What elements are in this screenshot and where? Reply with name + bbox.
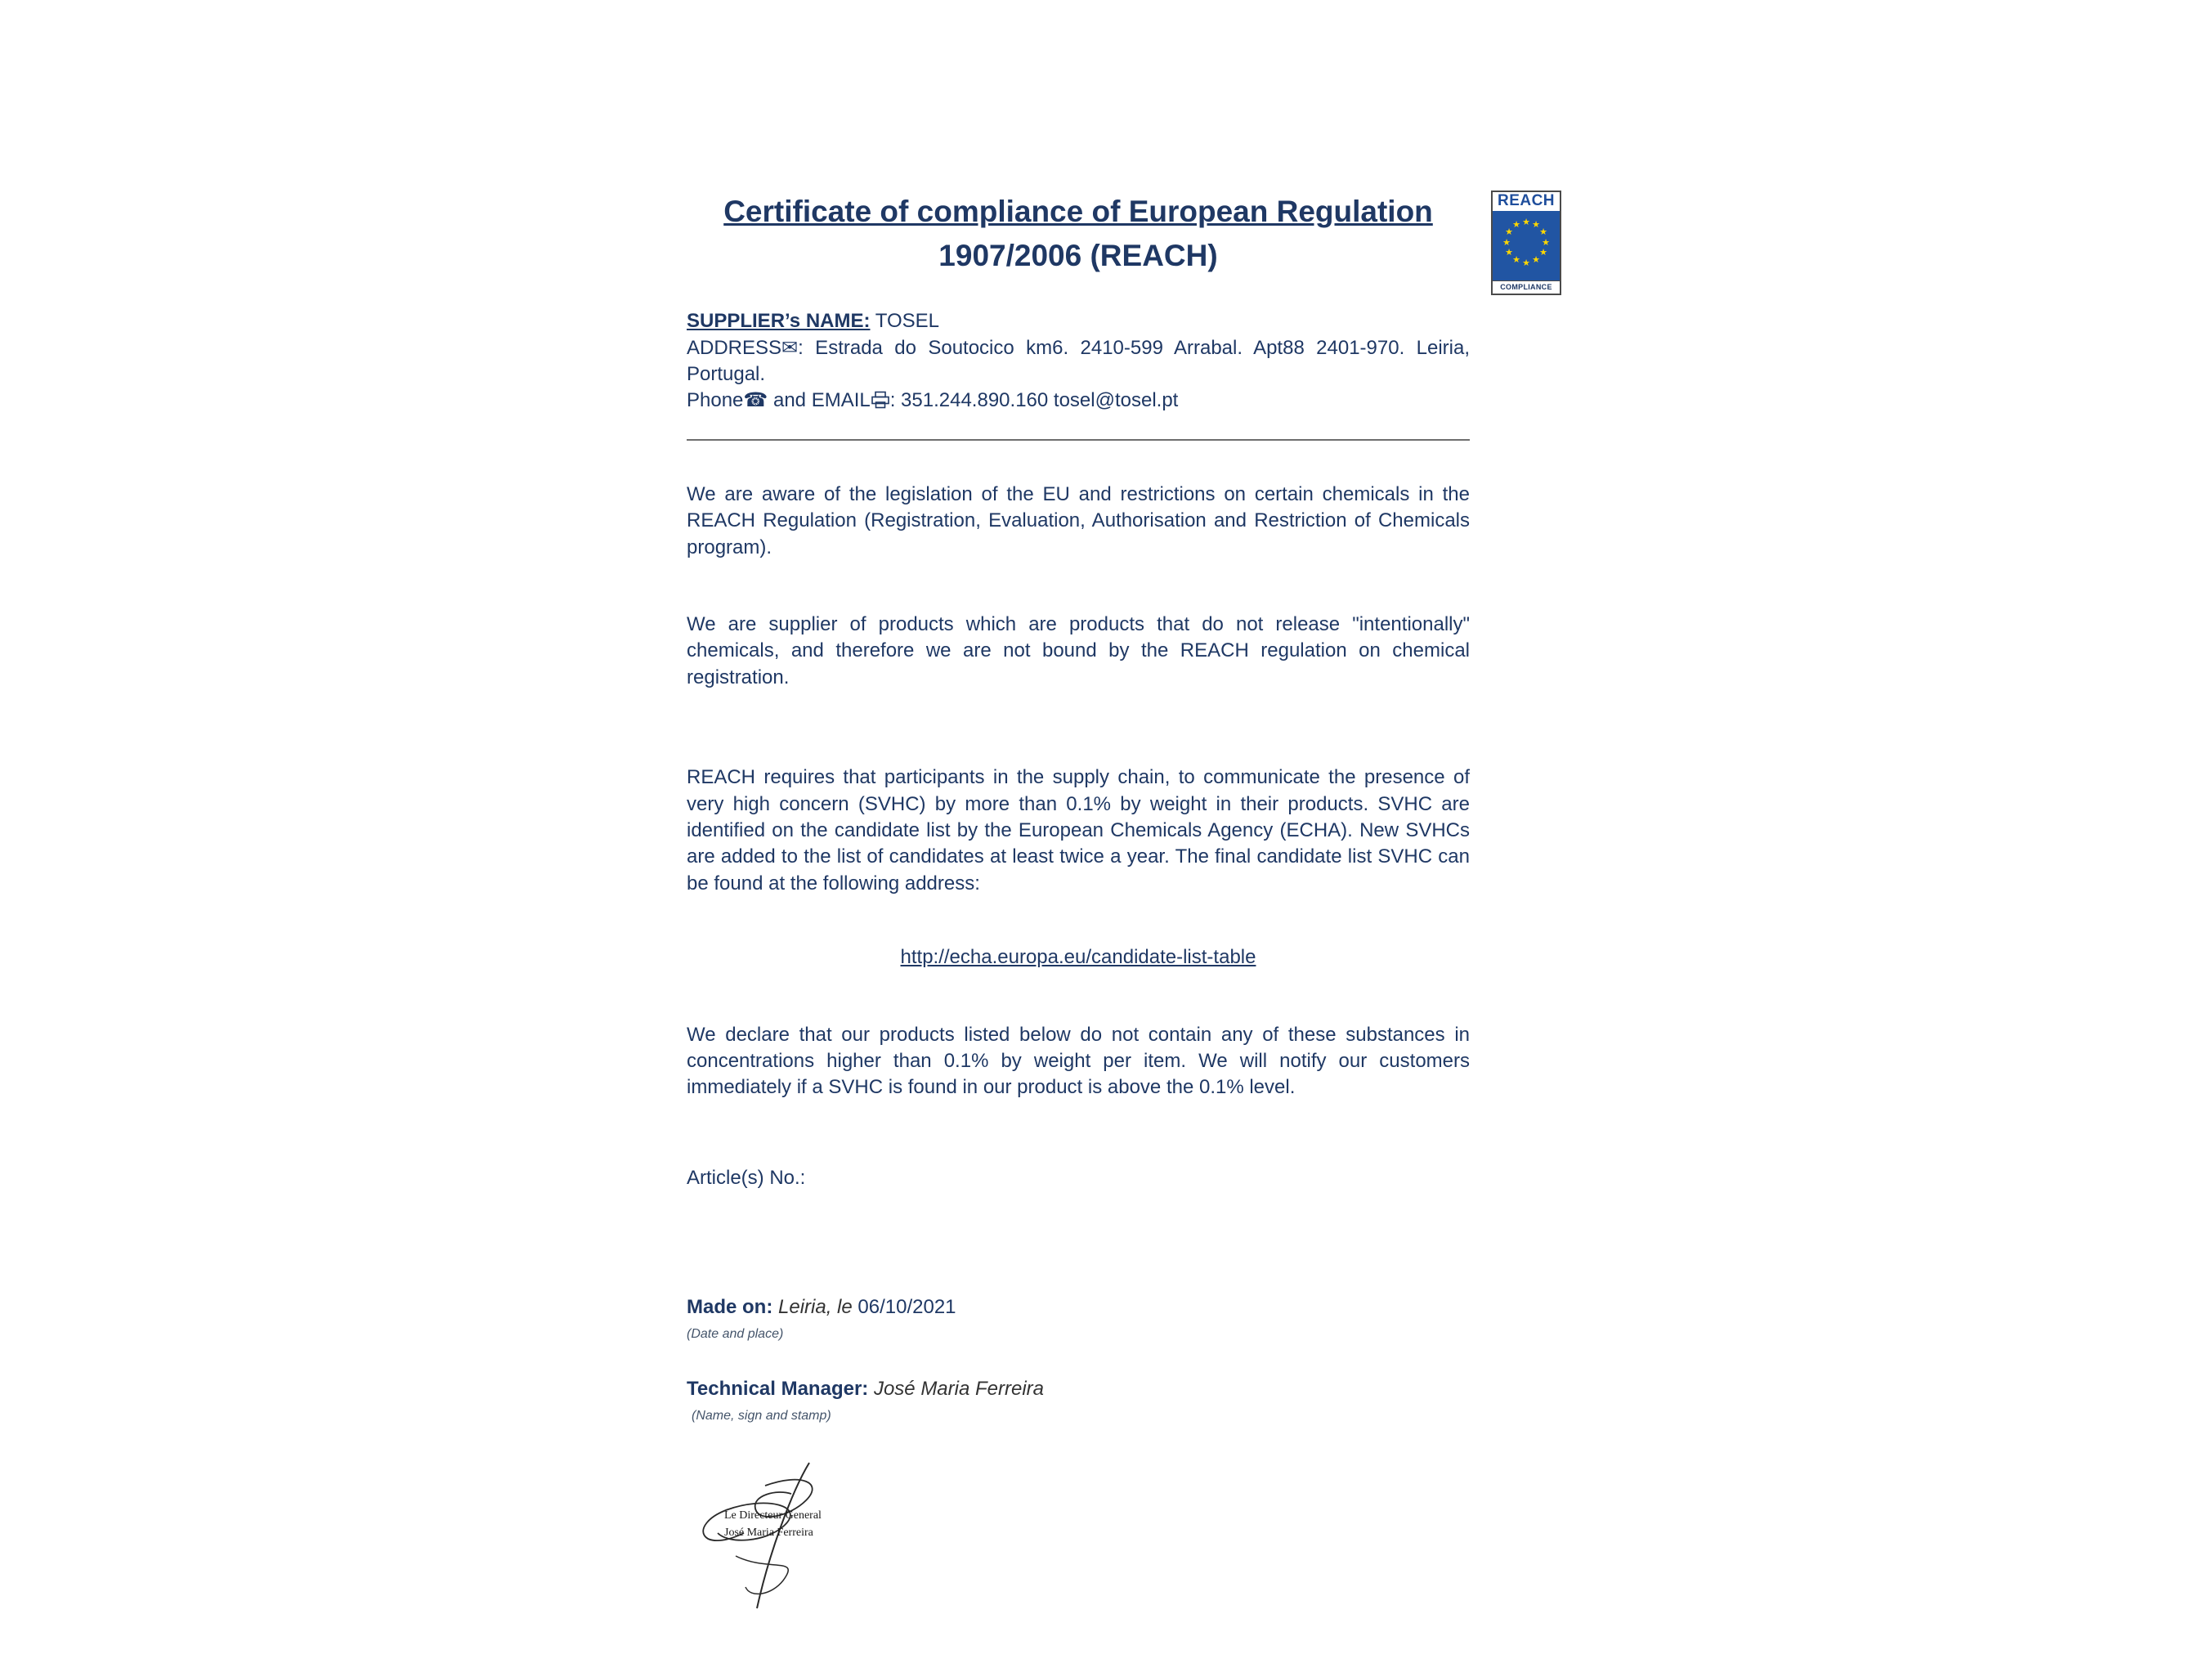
contact-value: : 351.244.890.160 tosel@tosel.pt — [889, 389, 1179, 412]
address-line — [687, 335, 1470, 388]
stamp-text — [724, 1507, 822, 1541]
envelope-icon: ✉ — [781, 336, 799, 359]
reach-compliance-logo — [1491, 191, 1561, 295]
made-on-line — [687, 1294, 1470, 1320]
reach-logo-title: REACH — [1493, 192, 1560, 211]
section-divider — [687, 439, 1470, 441]
signature-area — [687, 1458, 948, 1613]
manager-name: José Maria Ferreira — [868, 1378, 1045, 1401]
svg-text:★: ★ — [1532, 219, 1540, 230]
eu-stars-icon — [1493, 211, 1560, 276]
paragraph-declaration: We declare that our products listed below do not contain any of these substances in concentrations higher than 0.1% by weight per item. We will notify our customers immediately if a SVHC is found in our product is above the 0.1% level. — [687, 1023, 1470, 1099]
title-line-1: Certificate of compliance of European Regulation — [723, 195, 1433, 228]
email-label: and EMAIL — [768, 389, 871, 412]
svg-text:★: ★ — [1502, 237, 1511, 248]
supplier-name-line — [687, 308, 1470, 334]
svg-text:★: ★ — [1532, 254, 1540, 265]
paragraph-legislation: We are aware of the legislation of the EU and restrictions on certain chemicals in the REACH Regulation (Registration, Evaluation, Authorisation and Restriction of Chemicals program). — [687, 482, 1470, 558]
svg-text:★: ★ — [1522, 258, 1530, 268]
address-label: ADDRESS — [687, 336, 782, 359]
svg-text:★: ★ — [1522, 217, 1530, 227]
fax-icon — [871, 391, 890, 409]
articles-line: Article(s) No.: — [687, 1166, 806, 1189]
paragraph-svhc: REACH requires that participants in the supply chain, to communicate the presence of very high concern (SVHC) by more than 0.1% by weight in their products. SVHC are identified on the candidate list by the European Chemicals Agency (ECHA). New SVHCs are added to the list of candidates at least twice a year. The final candidate list SVHC can be found at the following address: — [687, 766, 1470, 895]
technical-manager-line — [687, 1376, 1470, 1402]
candidate-list-link[interactable]: http://echa.europa.eu/candidate-list-table — [900, 946, 1256, 969]
reach-logo-subtitle: COMPLIANCE — [1493, 280, 1560, 294]
document-body — [687, 190, 1470, 1613]
date-place-note: (Date and place) — [687, 1327, 784, 1342]
address-value: : Estrada do Soutocico km6. 2410-599 Arrabal. Apt88 2401-970. Leiria, Portugal. — [687, 336, 1470, 386]
svg-text:★: ★ — [1539, 226, 1547, 237]
stamp-line-1: Le Directeur General — [724, 1509, 822, 1522]
contact-line — [687, 388, 1470, 414]
svg-text:★: ★ — [1539, 247, 1547, 258]
made-on-date: 06/10/2021 — [857, 1296, 956, 1319]
made-on-label: Made on: — [687, 1296, 773, 1319]
paragraph-supplier-statement: We are supplier of products which are products that do not release "intentionally" chemicals, and therefore we are not bound by the REACH regulation on chemical registration. — [687, 613, 1470, 688]
svg-text:★: ★ — [1505, 247, 1513, 258]
candidate-list-link-line — [687, 944, 1470, 971]
title-line-2: 1907/2006 (REACH) — [938, 238, 1218, 272]
eu-flag — [1493, 211, 1560, 280]
name-stamp-note: (Name, sign and stamp) — [692, 1409, 831, 1424]
svg-text:★: ★ — [1512, 254, 1520, 265]
stamp-line-2: José Maria Ferreira — [724, 1527, 813, 1540]
page-title — [687, 190, 1470, 277]
phone-icon: ☎ — [743, 389, 768, 412]
phone-label: Phone — [687, 389, 744, 412]
svg-text:★: ★ — [1542, 237, 1550, 248]
supplier-name-label: SUPPLIER’s NAME: — [687, 310, 871, 333]
svg-text:★: ★ — [1512, 219, 1520, 230]
manager-label: Technical Manager: — [687, 1378, 869, 1401]
made-on-place: Leiria, le — [772, 1296, 858, 1319]
svg-text:★: ★ — [1505, 226, 1513, 237]
supplier-name-value: TOSEL — [870, 310, 939, 333]
supplier-block — [687, 308, 1470, 415]
